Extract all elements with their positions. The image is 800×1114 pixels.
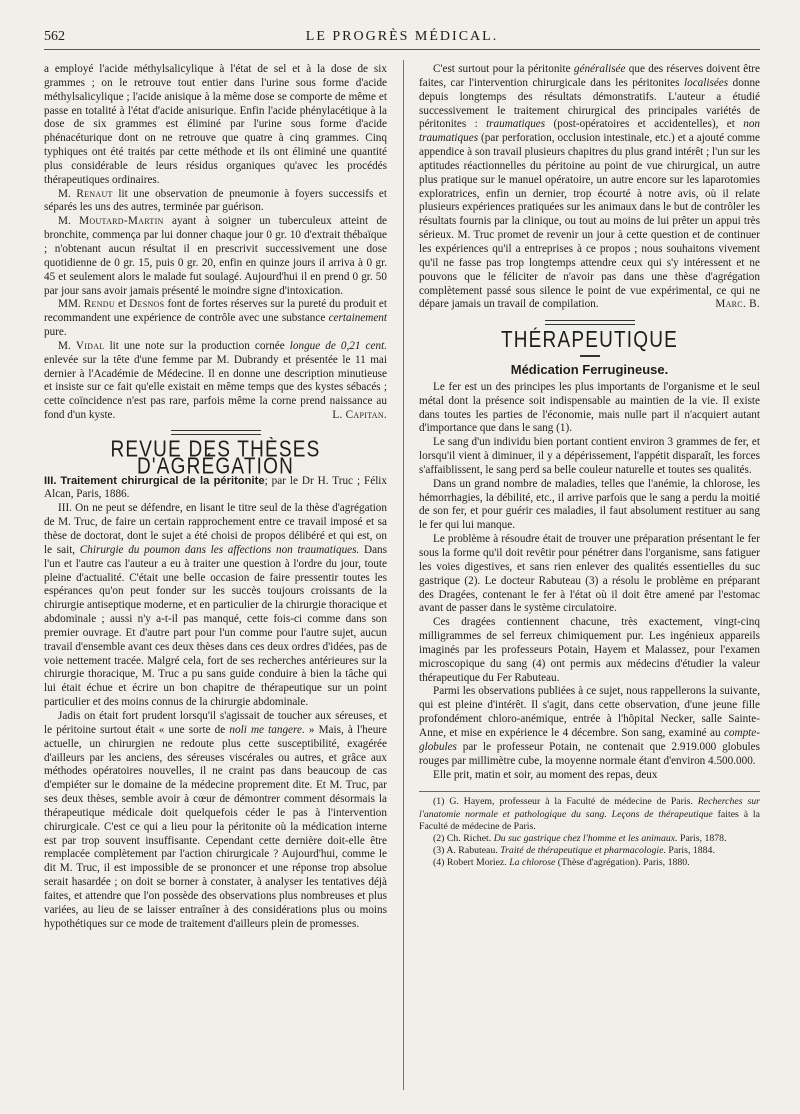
paragraph-text: lit une observation de pneumonie à foyers successifs et séparés les uns des autres, terminée par guérison. [44, 187, 387, 214]
paragraph-text: (par perforation, occlusion intestinale, etc.) et a ajouté comme appendice à son travail plusieurs chapitres du plus grand intérêt ; l'un sur les aptitudes réactionnelles du péritoine au point de vue chirurgical, un autre plus pratique sur le manuel opératoire, un autre encore sur les laparotomies exploratrices, enfin un dernier, trop écourté à notre avis, où il relate plusieurs expériences pratiquées sur les animaux dans le but de contrôler les résultats fournis par la clinique, ou tout au moins de lui prêter un appui très sérieux. M. Truc promet de revenir un jour à cette question et de continuer les expériences qu'il a entreprises à ce propos ; nous souhaitons vivement qu'il ne fasse pas trop longtemps attendre ceux qui s'y intéressent et ne pouvons que le féliciter de n'avoir pas dans une thèse d'agrégation complètement passé sous silence le point de vue expérimental, ce qui ne dépare jamais un travail de compilation. [419, 132, 760, 311]
paragraph-text: Dans l'un et l'autre cas l'auteur a eu à traiter une question à l'ordre du jour, toute pleine d'actualité. C'était une belle occasion de faire pressentir toutes les espérances qu'on peut fonder sur les succès toujours croissants de la chirurgie antiseptique moderne, et en particulier de la chirurgie thoracique et abdominale ; aussi n'y a-t-il pas manqué, cette fois-ci comme dans son premier ouvrage. Et d'autre part pour l'un comme pour l'autre sujet, aucun travail d'ensemble avant ces deux thèses dans ces deux ordres d'idées, pas de voie nettement tracée. Malgré cela, fort de ses recherches antérieures sur la chirurgie thoracique, M. Truc a pu sans guide conduire à bien la tâche qui lui était échue et écrire un bon chapitre de thérapeutique sur un point particulier et des moins connus de la chirurgie abdominale. [44, 543, 387, 709]
footnote-text: (4) Robert Moriez. [433, 857, 510, 869]
paragraph-text: que des réserves doivent être faites, car l'intervention chirurgicale dans les péritonites [419, 63, 760, 89]
footnote [419, 845, 760, 857]
footnote [419, 857, 760, 869]
emphasis: non traumatiques [419, 118, 760, 145]
paragraph-text: donne depuis longtemps des résultats démonstratifs. L'auteur a étudié successivement le traitement chirurgical des principales variétés de péritonites : [419, 76, 761, 131]
author-name: Renaut [76, 187, 113, 200]
subsection-title: Médication Ferrugineuse. [510, 362, 669, 378]
footnote-text: Paris, 1878. [677, 832, 727, 844]
paragraph: M. Vidal lit une note sur la production cornée longue de 0,21 cent. enlevée sur la tête d'une femme par M. Dubrandy et présentée le 11 mai dernier à l'Académie de Médecine. Il en donne une description minutieuse et insiste sur ce fait qu'elle existait en même temps que des kystes sébacés ; cette coïncidence n'est pas rare, parfois même la corne prend naissance au fond d'un kyste. L. Capitan. [44, 339, 387, 422]
emphasis: traumatiques [486, 118, 546, 131]
column-divider [403, 60, 404, 1090]
paragraph: Dans un grand nombre de maladies, telles que l'anémie, la chlorose, les hémorrhagies, la débilité, etc., il arrive parfois que le sang a perdu la moitié de son fer, et pour guérir ces maladies, il faut absolument restituer au sang le fer qui lui manque. [419, 477, 760, 532]
paragraph: M. Moutard-Martin ayant à soigner un tuberculeux atteint de bronchite, commença par lui donner chaque jour 0 gr. 10 d'extrait thébaïque ; n'obtenant aucun résultat il en prescrivit successivement une dose quotidienne de 0 gr. 15, puis 0 gr. 20, enfin en quinze jours il arriva à 0 gr. 45 et seulement alors le malade fut soulagé. Aujourd'hui il en prend 0 gr. 50 par jour sans avoir jamais présenté le moindre signe d'intoxication. [44, 215, 387, 297]
paragraph-text: font de fortes réserves sur la pureté du produit et recommandent une expérience de contrôle avec une substance [44, 298, 387, 325]
footnote-text: faites à la Faculté de médecine de Paris. [419, 808, 760, 832]
emphasis: longue de 0,21 cent. [289, 339, 387, 352]
these-title: Traitement chirurgical de la péritonite [60, 474, 265, 487]
footnote-text: (Thèse d'agrégation). Paris, 1880. [555, 857, 690, 869]
paragraph-text: lit une note sur la production cornée [104, 339, 290, 352]
emphasis: Chirurgie du poumon dans les affections non traumatiques. [79, 543, 360, 556]
paragraph: MM. Rendu et Desnos font de fortes réserves sur la pureté du produit et recommandent une expérience de contrôle avec une substance certainement pure. [44, 298, 387, 339]
section-title: REVUE DES THÈSES D'AGRÉGATION [110, 437, 321, 480]
paragraph-text: et [114, 298, 130, 311]
left-column [44, 63, 387, 931]
footnotes [419, 791, 760, 869]
paragraph-text: Parmi les observations publiées à ce sujet, nous rappellerons la suivante, qui est pleine d'intérêt. Il s'agit, dans cette observation, d'une jeune fille profondément chloro-anémique, entrée à l'hôpital Necker, salle Sainte-Anne, et mise en expérience le 4 décembre. Son sang, examiné au [419, 685, 760, 739]
paragraph [419, 685, 760, 768]
section-title: THÉRAPEUTIQUE [500, 327, 679, 354]
right-column [419, 63, 760, 870]
paragraph: a employé l'acide méthylsalicylique à l'état de sel et à la dose de six grammes ; on le retrouve tout entier dans l'urine sous forme d'acide méthylsalicylique ; l'acide anisique à la même dose se comporte de même et passe en totalité à l'état d'acide anisurique. Enfin l'acide phénylacétique à la dose de six grammes est éliminé par l'urine sous forme d'acide phénacéturique dont on ne retrouve que quatre à cinq grammes. Cinq typhiques ont été traités par cette méthode et ils ont éliminé une quantité plus considérable de leurs résidus organiques qu'avec les procédés thérapeutiques ordinaires. [44, 63, 387, 186]
paragraph-text: par le professeur Potain, ne contenait que 2.919.000 globules rouges par millimètre cube, la moyenne normale étant d'environ 4.500.000. [419, 740, 760, 767]
signature: Marc. B. [715, 298, 760, 311]
author-name: Rendu [83, 298, 115, 311]
emphasis: Recherches sur l'anatomie normale et pathologique du sang. [419, 796, 760, 820]
paragraph: Elle prit, matin et soir, au moment des repas, deux [433, 768, 658, 781]
emphasis: Du suc gastrique chez l'homme et les animaux. [493, 832, 678, 844]
author-name: Vidal [75, 339, 105, 352]
running-title: LE PROGRÈS MÉDICAL. [305, 29, 499, 44]
author-name: Desnos [129, 298, 165, 311]
emphasis: noli me tangere [229, 723, 302, 736]
paragraph [44, 502, 387, 710]
these-reference: ; par le Dr H. Truc ; Félix Alcan, Paris, 1886. [44, 474, 388, 501]
paragraph-text: enlevée sur la tête d'une femme par M. Dubrandy et présentée le 11 mai dernier à l'Académie de Médecine. Il en donne une description minutieuse et insiste sur ce fait qu'elle existait en même temps que des kystes sébacés ; cette coïncidence n'est pas rare, parfois même la corne prend naissance au fond d'un kyste. [44, 353, 387, 422]
paragraph: Le sang d'un individu bien portant contient environ 3 grammes de fer, et lorsqu'il vient à diminuer, il y a dépérissement, l'appétit disparaît, les forces s'affaiblissent, le sang perd sa belle couleur naturelle et toutes ses qualités. [419, 436, 760, 476]
page-header [44, 27, 760, 50]
paragraph-text: (post-opératoires et accidentelles), et [545, 118, 744, 131]
these-number: III. [44, 474, 57, 487]
page-number: 562 [44, 29, 65, 44]
paragraph-text: pure. [44, 326, 67, 339]
paragraph-text: C'est surtout pour la péritonite [433, 63, 574, 75]
footnote-text: Paris, 1884. [665, 845, 715, 857]
signature: L. Capitan. [332, 409, 387, 422]
paragraph [44, 710, 387, 932]
footnote-text: (2) Ch. Richet. [433, 832, 494, 844]
paragraph-text: . » Mais, à l'heure actuelle, un chirurgien ne redoute plus cette susceptibilité, exagérée d'ailleurs par les anciens, des séreuses viscérales ou autres, et grâce aux méthodes opératoires nouvelles, il ne craint pas dans beaucoup de cas d'empiéter sur le domaine de la médecine proprement dite. Et M. Truc, par ses deux thèses, semble avoir à cœur de démontrer comment désormais la thérapeutique médicale doit quelquefois céder le pas à l'intervention chirurgicale. C'est ce qui a lieu pour la péritonite où la médication interne est par trop souvent insuffisante. Cependant cette dernière doit-elle être remplacée complètement par l'action chirurgicale ? Aujourd'hui, comme le dit M. Truc, il est impossible de se prononcer et une réponse trop absolue serait hasardée ; on doit se borner à constater, à analyser les tentatives déjà faites, et attendre que l'on possède des observations plus nombreuses et plus variées, au lieu de se laisser entraîner à des considérations plus ou moins hypothétiques sur ce mode de traitement d'ailleurs plein de promesses. [44, 723, 387, 930]
paragraph: M. Renaut lit une observation de pneumonie à foyers successifs et séparés les uns des autres, terminée par guérison. [44, 187, 387, 214]
paragraph: Le problème à résoudre était de trouver une préparation présentant le fer sous la forme qu'il doit revêtir pour pénétrer dans l'organisme, sans fatiguer les voies digestives, et sans rien enlever des qualités essentielles du suc gastrique (2). Le docteur Rabuteau (3) a résolu le problème en préparant des Dragées, contenant le fer à l'état où il doit être amené par l'estomac avant de passer dans le système circulatoire. [419, 533, 760, 615]
paragraph: Le fer est un des principes les plus importants de l'organisme et le seul métal dont la présence soit indispensable au maintien de la vie. Il existe dans toutes les parties de l'économie, mais nulle part il n'acquiert autant d'importance que dans le sang (1). [419, 380, 760, 435]
paragraph [419, 63, 760, 312]
emphasis: compte-globules [419, 726, 760, 753]
emphasis: La chlorose [509, 857, 556, 869]
emphasis: certainement [328, 312, 387, 325]
footnote-text: (3) A. Rabuteau. [433, 845, 501, 857]
ornament-divider [419, 316, 760, 328]
footnote-text: (1) G. Hayem, professeur à la Faculté de médecine de Paris. [433, 796, 698, 808]
emphasis: localisées [684, 76, 729, 89]
paragraph: Ces dragées contiennent chacune, très exactement, vingt-cinq milligrammes de sel ferreux chimiquement pur. Les ingénieux appareils imaginés par les professeurs Potain, Hayem et Malassez, pour l'examen microscopique du sang (4) ont permis aux médecins d'étudier la valeur thérapeutique du Fer Rabuteau. [419, 616, 760, 684]
emphasis: généralisée [573, 63, 626, 75]
paragraph-text: Jadis on était fort prudent lorsqu'il s'agissait de toucher aux séreuses, et le péritoine surtout était « une sorte de [44, 709, 387, 736]
author-name: Moutard-Martin [79, 215, 164, 228]
footnote [419, 796, 760, 833]
paragraph-text: III. On ne peut se défendre, en lisant le titre seul de la thèse d'agrégation de M. Truc, de faire un certain rapprochement entre ce travail imposé et sa thèse de doctorat, dont le sujet a été choisi de propos délibéré et qui est, on le sait, [44, 502, 387, 556]
short-rule [580, 355, 600, 357]
footnote [419, 833, 760, 845]
emphasis: Leçons de thérapeutique [611, 808, 713, 820]
paragraph-text: ayant à soigner un tuberculeux atteint de bronchite, commença par lui donner chaque jour 0 gr. 10 d'extrait thébaïque ; n'obtenant aucun résultat il en prescrivit successivement une dose quotidienne de 0 gr. 15, puis 0 gr. 20, enfin en quinze jours il arriva à 0 gr. 45 et seulement alors le malade fut soulagé. Aujourd'hui il en prend 0 gr. 50 par jour sans avoir jamais présenté le moindre signe d'intoxication. [44, 215, 387, 297]
emphasis: Traité de thérapeutique et pharmacologie. [500, 845, 666, 857]
